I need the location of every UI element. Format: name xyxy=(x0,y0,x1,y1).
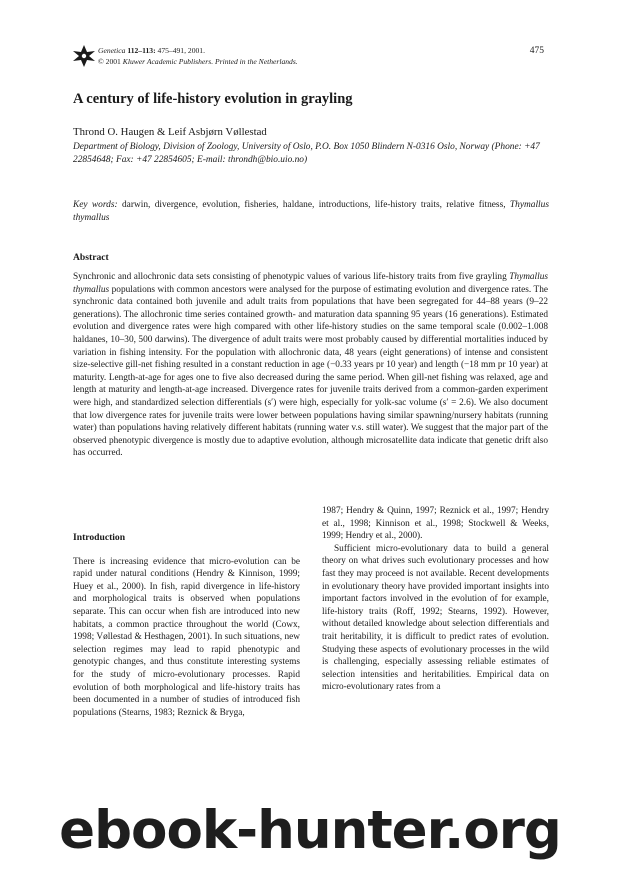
copyright-line xyxy=(98,56,298,67)
page-number: 475 xyxy=(529,46,544,56)
publisher-logo-icon xyxy=(72,44,96,68)
copyright-prefix: © 2001 xyxy=(98,57,121,66)
journal-volume: 112–113: xyxy=(127,46,156,55)
journal-name: Genetica xyxy=(98,46,126,55)
intro-left-column xyxy=(73,532,300,719)
intro-paragraph-1: There is increasing evidence that micro-evolution can be rapid under natural conditions (Hendry & Kinnison, 1999; Huey et al., 2000). In fish, rapid divergence in life-history and morphological traits is observed when populations separate. This can occur when fish are introduced into new habitats, a common practice throughout the world (Cowx, 1998; Vøllestad & Hesthagen, 2001). In such situations, new selection regimes may lead to rapid phenotypic and genotypic changes, and thus constitute interesting systems for the study of micro-evolutionary processes. Rapid evolution of both morphological and life-history traits has been documented in a number of studies of introduced fish populations (Stearns, 1983; Reznick & Bryga, xyxy=(73,556,300,718)
author-affiliation: Department of Biology, Division of Zoology, University of Oslo, P.O. Box 1050 Blindern N-0316 Oslo, Norway (Phone: +47 22854648; Fax: +47 22854605; E-mail: throndh@bio.uio.no) xyxy=(73,142,540,165)
abstract-text-rest: populations with common ancestors were analysed for the purpose of estimating evolution and divergence rates. The synchronic data contained both juvenile and adult traits from populations that have been segregated for 44–88 years (9–22 generations). The allochronic time series contained growth- and maturation data spanning 95 years (16 generations). Estimated evolution and divergence rates were high compared with other life-history studies on the same temporal scale (0.002–1.008 haldanes, 10–30, 500 darwins). The divergence of adult traits were most probably caused by differential mortalities induced by variation in fishing intensity. For the population with allochronic data, 48 years (eight generations) of intense and consistent size-selective gill-net fishing resulted in a constant reduction in age (−0.33 years pr 10 year) and length (−18 mm pr 10 year) at maturity. Length-at-age for ages one to five also decreased during the same period. When gill-net fishing was relaxed, age and length at maturity and length-at-age increased. Divergence rates for juvenile traits derived from a common-garden experiment were high, and standardized selection differentials (s′) were high, especially for yolk-sac volume (s′ = 2.6). We also document that low divergence rates for juvenile traits were lower between populations having similar spawning/nursery habitats (running water) than populations having relatively different habitats (running water v.s. still water). We suggest that the major part of the observed phenotypic divergence is mostly due to adaptive evolution, although microsatellite data indicate that genetic drift also has occurred. xyxy=(73,284,548,459)
keywords-list: darwin, divergence, evolution, fisheries, haldane, introductions, life-history traits, relative fitness, xyxy=(121,200,506,210)
abstract-text-start: Synchronic and allochronic data sets consisting of phenotypic values of various life-history traits from five grayling xyxy=(73,272,507,282)
journal-pages: 475–491, 2001. xyxy=(157,46,205,55)
journal-header xyxy=(98,45,298,67)
watermark-text: ebook-hunter.org xyxy=(59,800,561,861)
keywords-label: Key words: xyxy=(73,200,118,210)
publisher-name: Kluwer Academic Publishers. Printed in the Netherlands. xyxy=(122,57,298,66)
keywords xyxy=(73,199,549,224)
journal-citation xyxy=(98,45,298,56)
intro-right-column xyxy=(322,505,549,694)
intro-paragraph-1-continued: 1987; Hendry & Quinn, 1997; Reznick et al., 1997; Hendry et al., 1998; Kinnison et al., 1998; Stockwell & Weeks, 1999; Hendry et al., 2000). xyxy=(322,506,549,542)
introduction-heading: Introduction xyxy=(73,532,126,543)
abstract-heading: Abstract xyxy=(73,252,109,263)
keywords-species: Thymallus thymallus xyxy=(73,200,549,223)
abstract-body xyxy=(73,271,548,460)
abstract-species: Thymallus thymallus xyxy=(73,272,548,295)
article-title: A century of life-history evolution in grayling xyxy=(73,91,353,107)
intro-paragraph-2: Sufficient micro-evolutionary data to build a general theory on what drives such evolutionary processes and how fast they may proceed is not available. Recent developments in evolutionary theory have provided important insights into important factors involved in the evolution of for example, life-history traits (Roff, 1992; Stearns, 1992). However, without detailed knowledge about selection differentials and trait heritability, it is difficult to predict rates of evolution. Studying these aspects of evolutionary processes in the wild is challenging, especially assessing reliable estimates of selection intensities and heritabilities. Empirical data on micro-evolutionary rates from a xyxy=(322,543,549,693)
article-authors: Thrond O. Haugen & Leif Asbjørn Vøllestad xyxy=(73,126,267,138)
